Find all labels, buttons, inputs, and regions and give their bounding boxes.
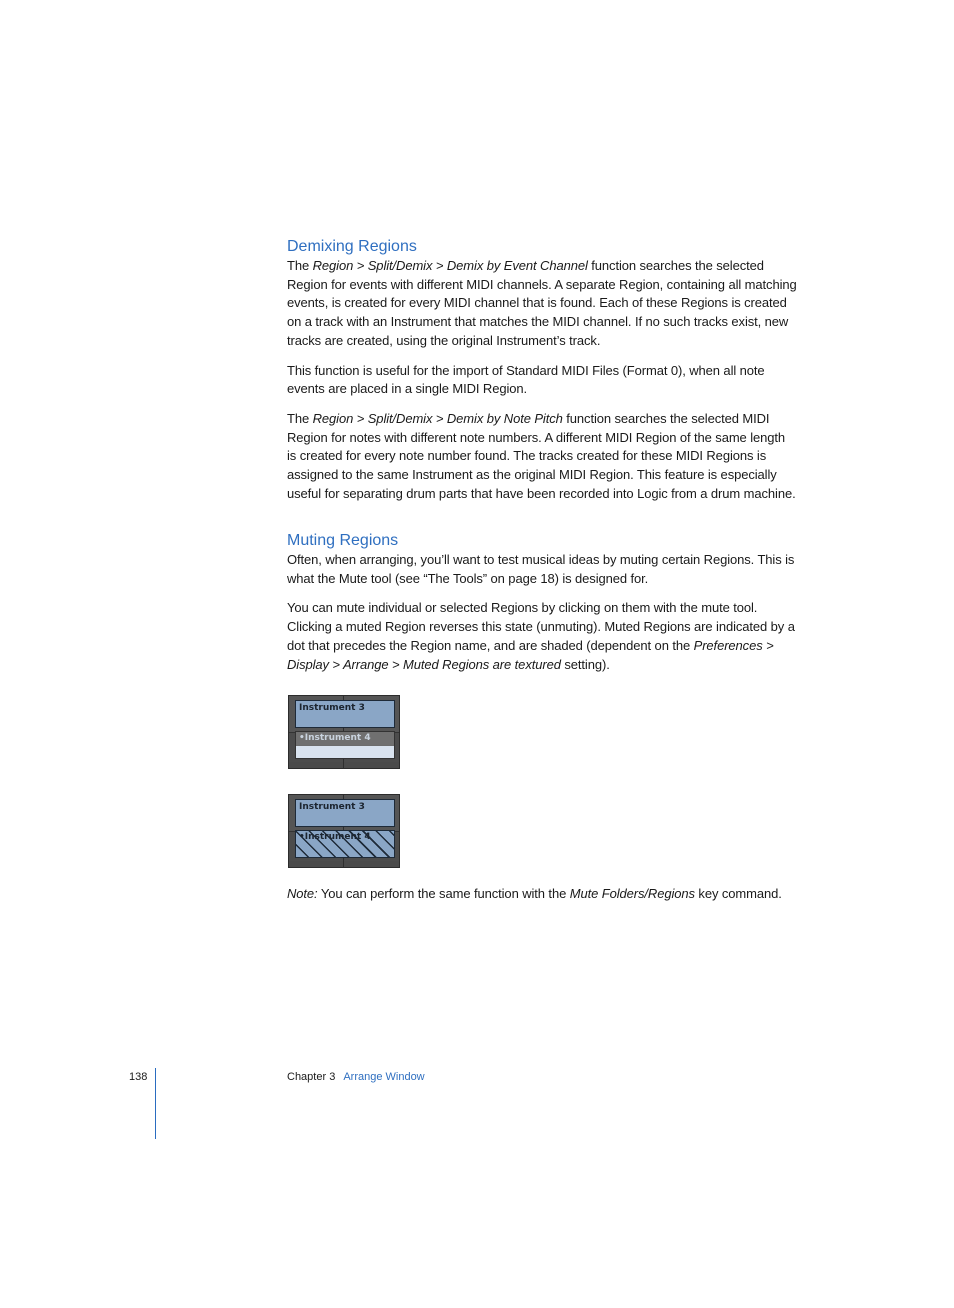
text-run: This function is useful for the import of Standard MIDI Files (Format 0), when all note events are placed in a single MIDI Region. [287,362,765,397]
region-label: Instrument 3 [299,802,365,812]
note [287,885,797,904]
menu-path: Preferences > Display > Arrange > Muted Regions are textured [287,637,774,672]
text-run: The [287,258,313,273]
heading-demixing-regions: Demixing Regions [287,238,417,255]
footer-rule [155,1068,156,1139]
text-run: setting). [560,656,610,672]
section-muting [287,531,797,674]
section-demixing [287,237,797,503]
text-run: Often, when arranging, you’ll want to test musical ideas by muting certain Regions. This is what the Mute tool (see “The Tools” on page 18) is designed for. [287,552,795,586]
paragraph [287,410,797,504]
screenshot-muted-textured [288,794,400,868]
text-run: function searches the selected Region for events with different MIDI channels. A separate Region, containing all matching events, is created for every MIDI channel that is found. Each of these Regions is created on a track with an Instrument that matches the MIDI channel. If no such tracks exist, new tracks are created, using the original Instrument’s track. [287,258,797,348]
text-run: function searches the selected MIDI Region for notes with different note numbers. A different MIDI Region of the same length is created for every note number found. The tracks created for these MIDI Regions is assigned to the same Instrument as the original MIDI Region. This feature is especially useful for separating drum parts that have been recorded into Logic from a drum machine. [287,410,796,501]
region-label: •Instrument 4 [299,733,371,743]
menu-path: Region > Split/Demix > Demix by Note Pitch [312,410,563,426]
footer-chapter [287,1069,425,1085]
region-label: Instrument 3 [299,703,365,713]
page-number: 138 [129,1071,148,1083]
paragraph [287,362,797,399]
region-instrument-4-muted-textured[interactable] [295,830,395,858]
region-instrument-3[interactable] [295,799,395,827]
menu-path: Region > Split/Demix > Demix by Event Channel [312,258,588,273]
text-run: The [287,410,313,426]
chapter-section-link[interactable]: Arrange Window [343,1071,425,1083]
text-run: key command. [694,886,782,901]
paragraph [287,599,797,674]
region-instrument-4-muted[interactable] [295,731,395,759]
heading-muting-regions: Muting Regions [287,532,399,549]
note-label: Note: [287,886,318,901]
region-instrument-3[interactable] [295,700,395,728]
paragraph [287,257,797,351]
text-run: You can perform the same function with the [317,886,570,901]
region-label: •Instrument 4 [299,832,371,842]
note-text [318,886,782,901]
note-paragraph [287,885,797,904]
screenshot-muted-shaded [288,695,400,769]
paragraph [287,551,797,588]
text-run: You can mute individual or selected Regions by clicking on them with the mute tool. Clicking a muted Region reverses this state (unmuting). Muted Regions are indicated by a dot that precedes the Region name, and are shaded (dependent on the [287,600,795,653]
menu-path: Mute Folders/Regions [569,886,695,901]
chapter-label: Chapter 3 [287,1071,336,1083]
